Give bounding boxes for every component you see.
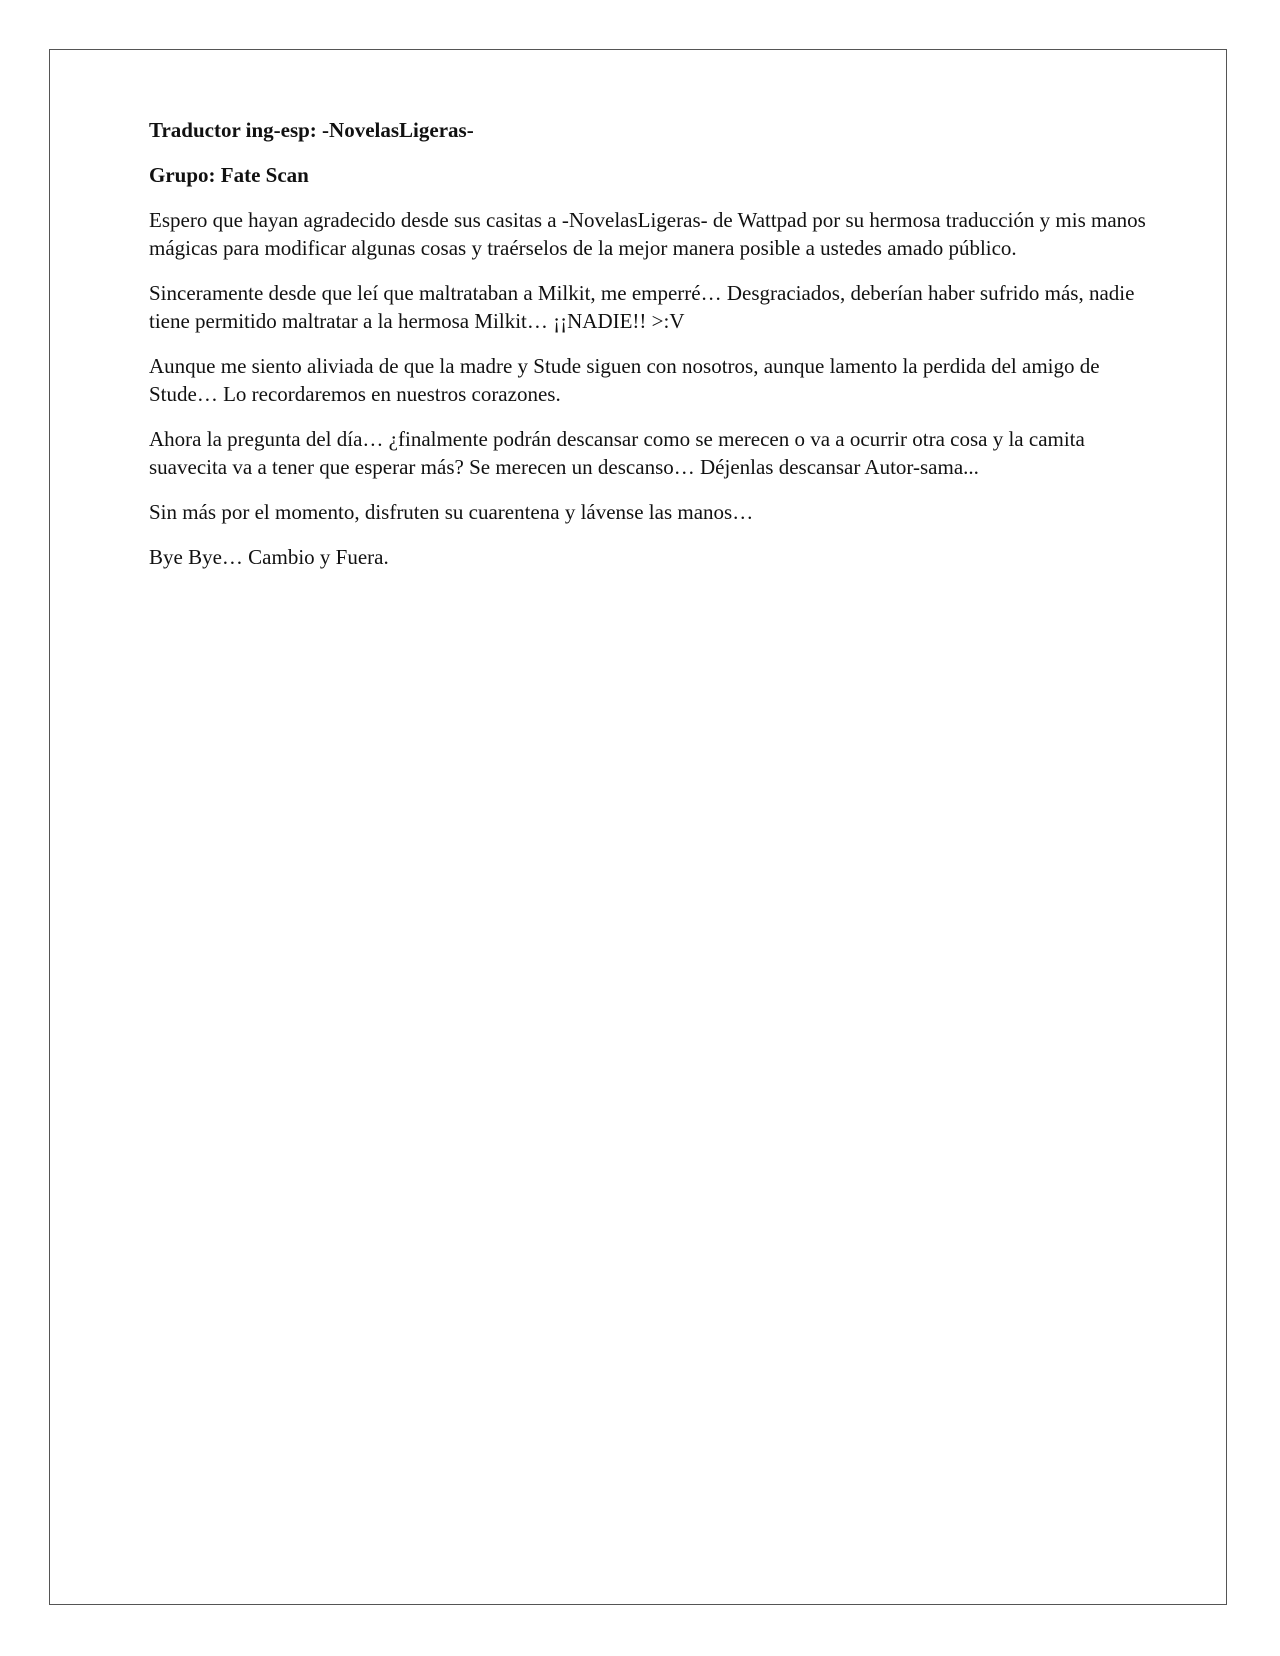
translator-heading: Traductor ing-esp: -NovelasLigeras- (149, 118, 474, 142)
document-body (149, 116, 1149, 588)
paragraph: Sinceramente desde que leí que maltrataban a Milkit, me emperré… Desgraciados, deberían haber sufrido más, nadie tiene permitido maltratar a la hermosa Milkit… ¡¡NADIE!! >:V (149, 281, 1135, 333)
paragraph: Sin más por el momento, disfruten su cuarentena y lávense las manos… (149, 500, 754, 524)
paragraph: Bye Bye… Cambio y Fuera. (149, 545, 389, 569)
document-page (49, 49, 1227, 1605)
paragraph: Aunque me siento aliviada de que la madre y Stude siguen con nosotros, aunque lamento la perdida del amigo de Stude… Lo recordaremos en nuestros corazones. (149, 354, 1100, 406)
paragraph: Espero que hayan agradecido desde sus casitas a -NovelasLigeras- de Wattpad por su hermosa traducción y mis manos mágicas para modificar algunas cosas y traérselos de la mejor manera posible a ustedes amado público. (149, 208, 1146, 260)
paragraph: Ahora la pregunta del día… ¿finalmente podrán descansar como se merecen o va a ocurrir otra cosa y la camita suavecita va a tener que esperar más? Se merecen un descanso… Déjenlas descansar Autor-sama... (149, 427, 1085, 479)
group-heading: Grupo: Fate Scan (149, 163, 309, 187)
